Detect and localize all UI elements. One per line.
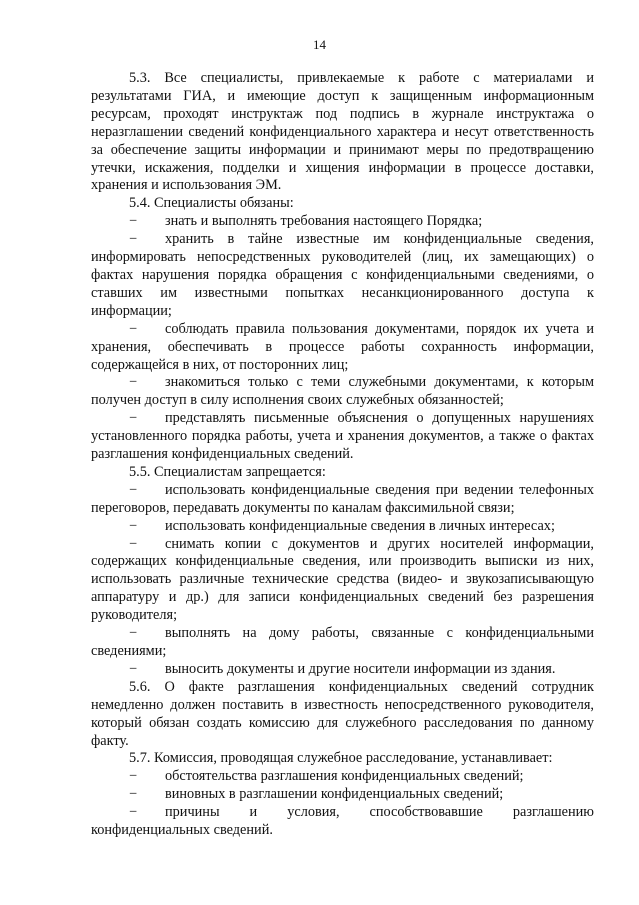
list-item-text: знать и выполнять требования настоящего Порядка;	[165, 213, 483, 230]
dash-bullet: −	[129, 625, 138, 642]
paragraph-5-4: 5.4. Специалисты обязаны:	[129, 195, 294, 212]
dash-bullet: −	[129, 481, 138, 498]
list-item-text: выполнять на дому работы, связанные с конфиденциальными сведениями;	[91, 625, 594, 659]
list-item	[91, 768, 594, 786]
list-item	[91, 518, 594, 536]
list-item	[91, 804, 594, 840]
dash-bullet: −	[129, 374, 138, 391]
dash-bullet: −	[129, 786, 138, 803]
dash-bullet: −	[129, 213, 138, 230]
document-body	[91, 70, 594, 840]
list-item	[91, 661, 594, 679]
list-item-text: использовать конфиденциальные сведения в личных интересах;	[165, 517, 555, 534]
dash-bullet: −	[129, 231, 138, 248]
dash-bullet: −	[129, 768, 138, 785]
list-item-text: обстоятельства разглашения конфиденциальных сведений;	[165, 768, 524, 785]
list-item	[91, 536, 594, 626]
list-item	[91, 482, 594, 518]
dash-bullet: −	[129, 535, 138, 552]
list-item-text: выносить документы и другие носители информации из здания.	[165, 660, 556, 677]
list-item	[91, 625, 594, 661]
dash-bullet: −	[129, 410, 138, 427]
list-item	[91, 231, 594, 321]
paragraph-5-7: 5.7. Комиссия, проводящая служебное расследование, устанавливает:	[129, 750, 553, 767]
list-item-text: использовать конфиденциальные сведения при ведении телефонных переговоров, передавать документы по каналам факсимильной связи;	[91, 481, 594, 516]
list-item-text: знакомиться только с теми служебными документами, к которым получен доступ в силу исполнения своих служебных обязанностей;	[91, 374, 594, 409]
dash-bullet: −	[129, 320, 138, 337]
dash-bullet: −	[129, 517, 138, 534]
list-item	[91, 321, 594, 375]
list-item	[91, 213, 594, 231]
list-item-text: представлять письменные объяснения о допущенных нарушениях установленного порядка работы, учета и хранения документов, а также о фактах разглашения конфиденциальных сведений.	[91, 410, 594, 463]
list-item-text: причины и условия, способствовавшие разглашению конфиденциальных сведений.	[91, 804, 594, 839]
list-item-text: виновных в разглашении конфиденциальных сведений;	[165, 786, 504, 803]
dash-bullet: −	[129, 660, 138, 677]
list-item	[91, 786, 594, 804]
paragraph-5-3: 5.3. Все специалисты, привлекаемые к работе с материалами и результатами ГИА, и имеющие доступ к защищенным информационным ресурсам, проходят инструктаж под подпись в журнале инструктажа о неразглашении сведений конфиденциального характера и несут ответственность за обеспечение защиты информации и принимают меры по предотвращению утечки, искажения, подделки и хищения информации в процессе доставки, хранения и использования ЭМ.	[91, 70, 594, 194]
paragraph-5-5: 5.5. Специалистам запрещается:	[129, 463, 326, 480]
list-item	[91, 410, 594, 464]
list-item	[91, 374, 594, 410]
list-item-text: соблюдать правила пользования документами, порядок их учета и хранения, обеспечивать в процессе работы сохранность информации, содержащейся в них, от посторонних лиц;	[91, 320, 594, 373]
dash-bullet: −	[129, 804, 138, 821]
list-item-text: хранить в тайне известные им конфиденциальные сведения, информировать непосредственных руководителей (лиц, их замещающих) о фактах нарушения порядка обращения с конфиденциальными сведениями, о ставших им известными попытках несанкционированного доступа к информации;	[91, 231, 594, 319]
paragraph-5-6: 5.6. О факте разглашения конфиденциальных сведений сотрудник немедленно должен поставить в известность непосредственного руководителя, который обязан создать комиссию для служебного расследования по данному факту.	[91, 678, 594, 749]
list-item-text: снимать копии с документов и других носителей информации, содержащих конфиденциальные сведения, или производить выписки из них, использовать различные технические средства (видео- и звукозаписывающую аппаратуру и др.) для записи конфиденциальных сведений без разрешения руководителя;	[91, 535, 594, 624]
page-number: 14	[313, 37, 326, 52]
